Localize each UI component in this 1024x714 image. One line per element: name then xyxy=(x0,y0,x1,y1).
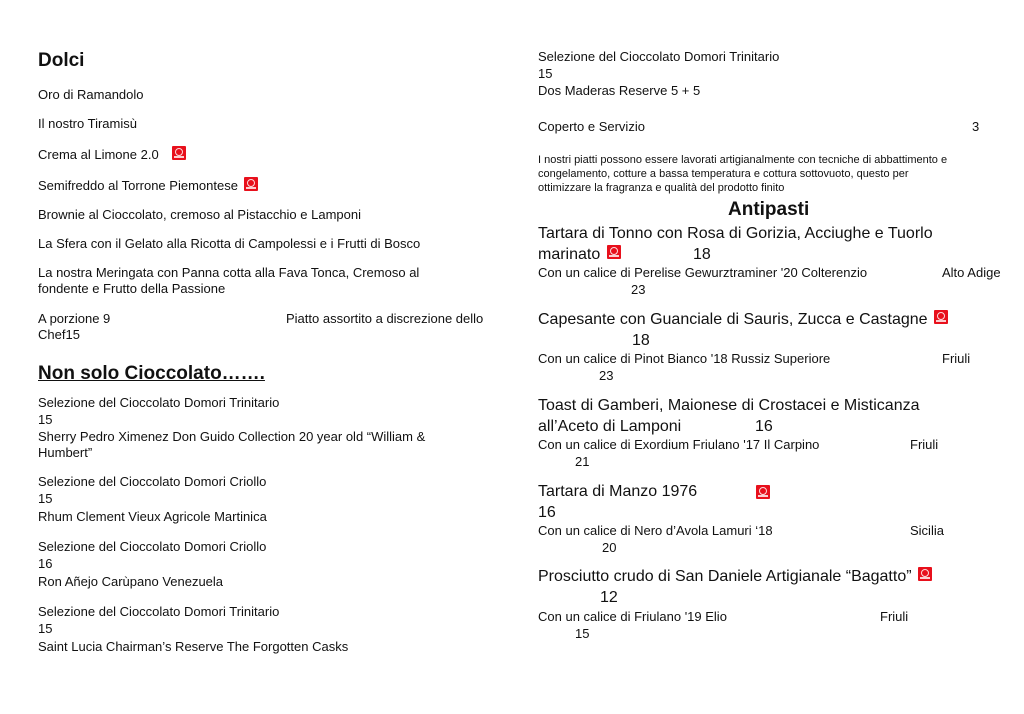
coperto-label: Coperto e Servizio xyxy=(538,119,645,134)
wine-region: Sicilia xyxy=(910,523,944,538)
preparation-note: congelamento, cotture a bassa temperatura e cottura sottovuoto, questo per xyxy=(538,168,909,180)
drink-name: Saint Lucia Chairman’s Reserve The Forgotten Casks xyxy=(38,639,349,654)
dessert-item: La nostra Meringata con Panna cotta alla Fava Tonca, Cremoso al xyxy=(38,265,420,280)
dish-name-label: Capesante con Guanciale di Sauris, Zucca e Castagne xyxy=(538,311,928,328)
dish-price: 16 xyxy=(538,504,556,521)
chocolate-name: Selezione del Cioccolato Domori Trinitario xyxy=(38,395,280,410)
wine-region: Friuli xyxy=(942,351,971,366)
slow-food-badge-icon xyxy=(934,310,948,324)
chocolate-name: Selezione del Cioccolato Domori Trinitario xyxy=(538,49,780,64)
assortito-label: Piatto assortito a discrezione dello xyxy=(286,311,484,326)
dessert-item: La Sfera con il Gelato alla Ricotta di Campolessi e i Frutti di Bosco xyxy=(38,236,421,251)
dessert-item xyxy=(38,147,186,163)
drink-name: Dos Maderas Reserve 5 + 5 xyxy=(538,83,701,98)
dish-name: Tartara di Manzo 1976 xyxy=(538,483,698,500)
dessert-item xyxy=(38,178,258,194)
section-title-antipasti: Antipasti xyxy=(728,199,810,220)
section-title-cioccolato: Non solo Cioccolato……. xyxy=(38,363,265,384)
wine-region: Alto Adige xyxy=(942,265,1001,280)
wine-price: 21 xyxy=(575,454,590,469)
wine-price: 23 xyxy=(631,282,646,297)
dish-price: 18 xyxy=(693,246,711,263)
dish-name: Tartara di Tonno con Rosa di Gorizia, Acciughe e Tuorlo xyxy=(538,225,933,242)
dish-name-continued xyxy=(538,245,621,265)
slow-food-badge-icon xyxy=(607,245,621,259)
dish-name-continued: all’Aceto di Lamponi xyxy=(538,418,682,435)
dessert-item: Il nostro Tiramisù xyxy=(38,116,137,131)
chocolate-name: Selezione del Cioccolato Domori Criollo xyxy=(38,539,267,554)
slow-food-badge-icon xyxy=(756,485,770,499)
dish-name xyxy=(538,567,932,587)
wine-price: 15 xyxy=(575,626,590,641)
chocolate-price: 15 xyxy=(538,66,553,81)
slow-food-badge-icon xyxy=(918,567,932,581)
wine-price: 23 xyxy=(599,368,614,383)
chocolate-price: 15 xyxy=(38,412,53,427)
coperto-price: 3 xyxy=(972,119,980,134)
dessert-item-label: Semifreddo al Torrone Piemontese xyxy=(38,178,238,193)
dessert-item: Brownie al Cioccolato, cremoso al Pistacchio e Lamponi xyxy=(38,207,361,222)
dish-name: Toast di Gamberi, Maionese di Crostacei e Misticanza xyxy=(538,397,920,414)
wine-pairing: Con un calice di Pinot Bianco '18 Russiz Superiore xyxy=(538,351,831,366)
wine-price: 20 xyxy=(602,540,617,555)
dish-name-label: Prosciutto crudo di San Daniele Artigianale “Bagatto” xyxy=(538,568,912,585)
chef-price: Chef15 xyxy=(38,327,80,342)
dessert-item: Oro di Ramandolo xyxy=(38,87,144,102)
wine-pairing: Con un calice di Friulano '19 Elio xyxy=(538,609,727,624)
drink-name: Ron Añejo Carùpano Venezuela xyxy=(38,574,224,589)
chocolate-price: 15 xyxy=(38,621,53,636)
preparation-note: I nostri piatti possono essere lavorati artigianalmente con tecniche di abbattimento e xyxy=(538,154,948,166)
section-title-dolci: Dolci xyxy=(38,50,85,71)
wine-region: Friuli xyxy=(880,609,909,624)
chocolate-price: 16 xyxy=(38,556,53,571)
chocolate-price: 15 xyxy=(38,491,53,506)
wine-pairing: Con un calice di Exordium Friulano '17 Il Carpino xyxy=(538,437,820,452)
dish-name xyxy=(538,310,948,330)
preparation-note: ottimizzare la fragranza e qualità del prodotto finito xyxy=(538,182,785,194)
drink-name: Sherry Pedro Ximenez Don Guido Collection 20 year old “William & xyxy=(38,429,426,444)
slow-food-badge-icon xyxy=(244,177,258,191)
drink-name: Rhum Clement Vieux Agricole Martinica xyxy=(38,509,267,524)
dessert-item-continued: fondente e Frutto della Passione xyxy=(38,281,226,296)
drink-name-continued: Humbert” xyxy=(38,445,93,460)
slow-food-badge-icon xyxy=(172,146,186,160)
dish-name-label: marinato xyxy=(538,246,601,263)
chocolate-name: Selezione del Cioccolato Domori Trinitario xyxy=(38,604,280,619)
dish-price: 12 xyxy=(600,589,618,606)
wine-pairing: Con un calice di Nero d’Avola Lamuri ‘18 xyxy=(538,523,773,538)
wine-region: Friuli xyxy=(910,437,939,452)
chocolate-name: Selezione del Cioccolato Domori Criollo xyxy=(38,474,267,489)
wine-pairing: Con un calice di Perelise Gewurztraminer '20 Colterenzio xyxy=(538,265,868,280)
porzione-price: A porzione 9 xyxy=(38,311,111,326)
dish-price: 16 xyxy=(755,418,773,435)
dish-price: 18 xyxy=(632,332,650,349)
dessert-item-label: Crema al Limone 2.0 xyxy=(38,147,159,162)
